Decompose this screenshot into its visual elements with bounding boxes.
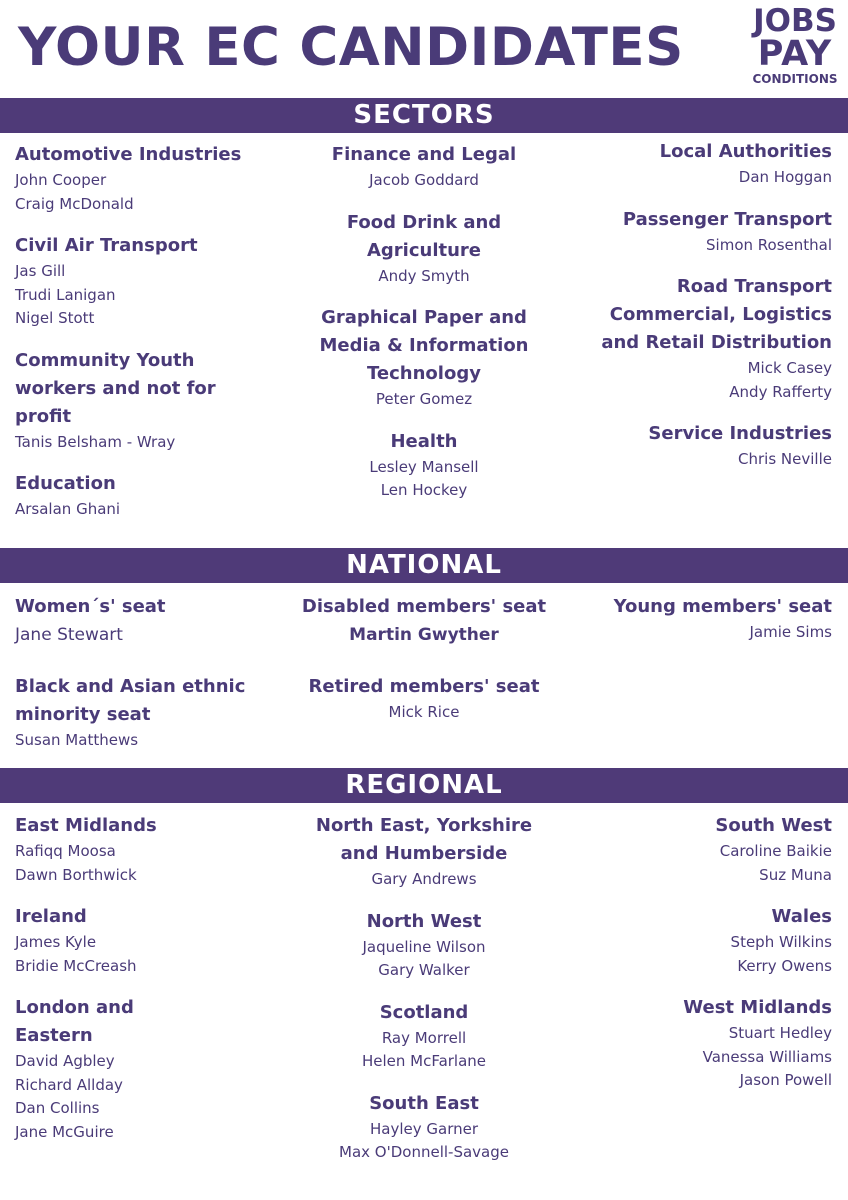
candidate-name: Hayley Garner	[369, 1119, 478, 1138]
seat-title: Disabled members' seat	[301, 596, 547, 617]
candidate-name: Jane Stewart	[15, 625, 123, 645]
region-title: Scotland	[379, 1001, 469, 1023]
regional-center-column	[290, 812, 558, 1181]
candidate-name: Suz Muna	[759, 865, 832, 884]
candidate-name: Trudi Lanigan	[15, 285, 116, 304]
sector-title: Civil Air Transport	[15, 235, 198, 256]
candidate-name: Lesley Mansell	[369, 457, 479, 476]
candidate-name: Bridie McCreash	[15, 956, 137, 975]
sector-title: Finance and Legal	[331, 144, 517, 165]
sector-title: Local Authorities	[659, 141, 832, 162]
seat-title: Retired members' seat	[308, 676, 540, 697]
sector-group	[15, 347, 275, 455]
region-group	[15, 994, 155, 1144]
sector-group	[590, 273, 832, 404]
sector-group	[290, 304, 558, 412]
national-center-column	[290, 593, 558, 741]
candidate-name: John Cooper	[15, 171, 107, 189]
candidate-name: Steph Wilkins	[730, 933, 832, 951]
sector-title: Graphical Paper and Media & Information Technology	[319, 307, 529, 384]
seat-group	[290, 593, 558, 649]
sector-group	[15, 232, 305, 331]
candidate-name: Caroline Baikie	[719, 842, 832, 860]
candidate-name: Mick Rice	[388, 703, 460, 721]
candidate-name: Peter Gomez	[375, 390, 473, 408]
regional-left-column	[15, 812, 305, 1160]
sector-title: Passenger Transport	[622, 208, 832, 230]
region-title: West Midlands	[683, 997, 832, 1018]
seat-group	[590, 593, 832, 645]
sector-group	[290, 209, 558, 289]
candidate-name: Andy Smyth	[378, 266, 470, 285]
candidate-name: Vanessa Williams	[702, 1047, 832, 1066]
region-group	[590, 994, 832, 1093]
region-group	[290, 1090, 558, 1165]
seat-group	[290, 673, 558, 725]
sector-group	[290, 428, 558, 503]
sectors-right-column	[590, 138, 832, 488]
candidate-name: Nigel Stott	[15, 309, 95, 327]
sector-title: Community Youth workers and not for profit	[15, 349, 216, 427]
region-group	[290, 812, 558, 892]
region-title: Ireland	[15, 906, 87, 927]
sector-title: Service Industries	[648, 423, 832, 444]
sector-title: Food Drink and Agriculture	[346, 211, 502, 261]
regional-heading: REGIONAL	[0, 768, 848, 803]
candidate-name: Jane McGuire	[15, 1122, 114, 1141]
candidate-name: Martin Gwyther	[349, 625, 499, 645]
candidate-name: Susan Matthews	[15, 731, 139, 749]
sector-title: Health	[390, 430, 458, 452]
candidate-name: Craig McDonald	[15, 194, 134, 213]
logo-line-pay: PAY	[757, 34, 833, 74]
seat-title: Black and Asian ethnic minority seat	[15, 676, 246, 725]
region-title: London and Eastern	[15, 997, 134, 1046]
sector-title: Education	[15, 473, 116, 494]
candidate-name: Rafiqq Moosa	[15, 842, 116, 860]
candidate-name: Ray Morrell	[381, 1028, 467, 1047]
candidate-name: Dan Hoggan	[738, 168, 832, 186]
candidate-name: Gary Andrews	[371, 870, 477, 888]
national-right-column	[590, 593, 832, 661]
region-group	[15, 903, 305, 978]
region-title: South West	[715, 815, 832, 836]
sectors-left-column	[15, 141, 305, 538]
candidate-name: Simon Rosenthal	[706, 235, 832, 254]
region-group	[590, 903, 832, 978]
seat-group	[15, 593, 305, 649]
candidate-name: Max O'Donnell-Savage	[339, 1143, 509, 1161]
candidate-name: James Kyle	[15, 933, 97, 951]
candidate-name: Gary Walker	[378, 961, 470, 979]
candidate-name: Helen McFarlane	[361, 1052, 487, 1070]
logo-line-jobs: JOBS	[753, 3, 837, 39]
sector-group	[590, 420, 832, 472]
jobs-pay-conditions-logo	[748, 3, 842, 96]
candidate-name: Dan Collins	[15, 1099, 100, 1117]
sector-group	[15, 141, 305, 216]
sectors-heading: SECTORS	[0, 98, 848, 133]
logo-line-conditions: CONDITIONS	[752, 72, 838, 86]
candidate-name: Kerry Owens	[737, 956, 832, 975]
region-title: North West	[366, 910, 482, 932]
page-title: YOUR EC CANDIDATES	[18, 17, 684, 78]
candidate-name: Stuart Hedley	[728, 1024, 832, 1042]
seat-title: Young members' seat	[613, 596, 832, 617]
candidate-name: Richard Allday	[15, 1075, 123, 1094]
regional-right-column	[590, 812, 832, 1109]
candidate-name: David Agbley	[15, 1052, 115, 1070]
region-title: East Midlands	[15, 815, 157, 836]
candidate-name: Jaqueline Wilson	[362, 937, 486, 956]
candidate-name: Jacob Goddard	[369, 171, 479, 189]
region-group	[290, 999, 558, 1074]
sector-group	[15, 470, 305, 522]
region-group	[290, 908, 558, 983]
sector-group	[590, 138, 832, 190]
candidate-name: Dawn Borthwick	[15, 865, 137, 884]
region-title: Wales	[771, 906, 832, 927]
candidate-name: Chris Neville	[738, 450, 832, 468]
sector-group	[590, 206, 832, 258]
seat-group	[15, 673, 255, 753]
national-heading: NATIONAL	[0, 548, 848, 583]
candidate-name: Andy Rafferty	[729, 382, 832, 401]
candidate-name: Jamie Sims	[749, 623, 832, 641]
sector-title: Automotive Industries	[15, 144, 242, 165]
region-group	[590, 812, 832, 887]
seat-title: Women´s' seat	[15, 596, 166, 617]
candidate-name: Jas Gill	[15, 262, 66, 280]
sector-group	[290, 141, 558, 193]
candidate-name: Arsalan Ghani	[15, 500, 121, 518]
region-title: South East	[369, 1092, 479, 1114]
sectors-center-column	[290, 141, 558, 519]
candidate-name: Jason Powell	[739, 1071, 832, 1089]
region-group	[15, 812, 305, 887]
region-title: North East, Yorkshire and Humberside	[315, 815, 533, 864]
candidate-name: Tanis Belsham - Wray	[15, 432, 176, 451]
sector-title: Road Transport Commercial, Logistics and Retail Distribution	[601, 276, 832, 353]
candidate-name: Mick Casey	[747, 359, 832, 377]
candidate-name: Len Hockey	[380, 481, 468, 499]
national-left-column	[15, 593, 305, 769]
